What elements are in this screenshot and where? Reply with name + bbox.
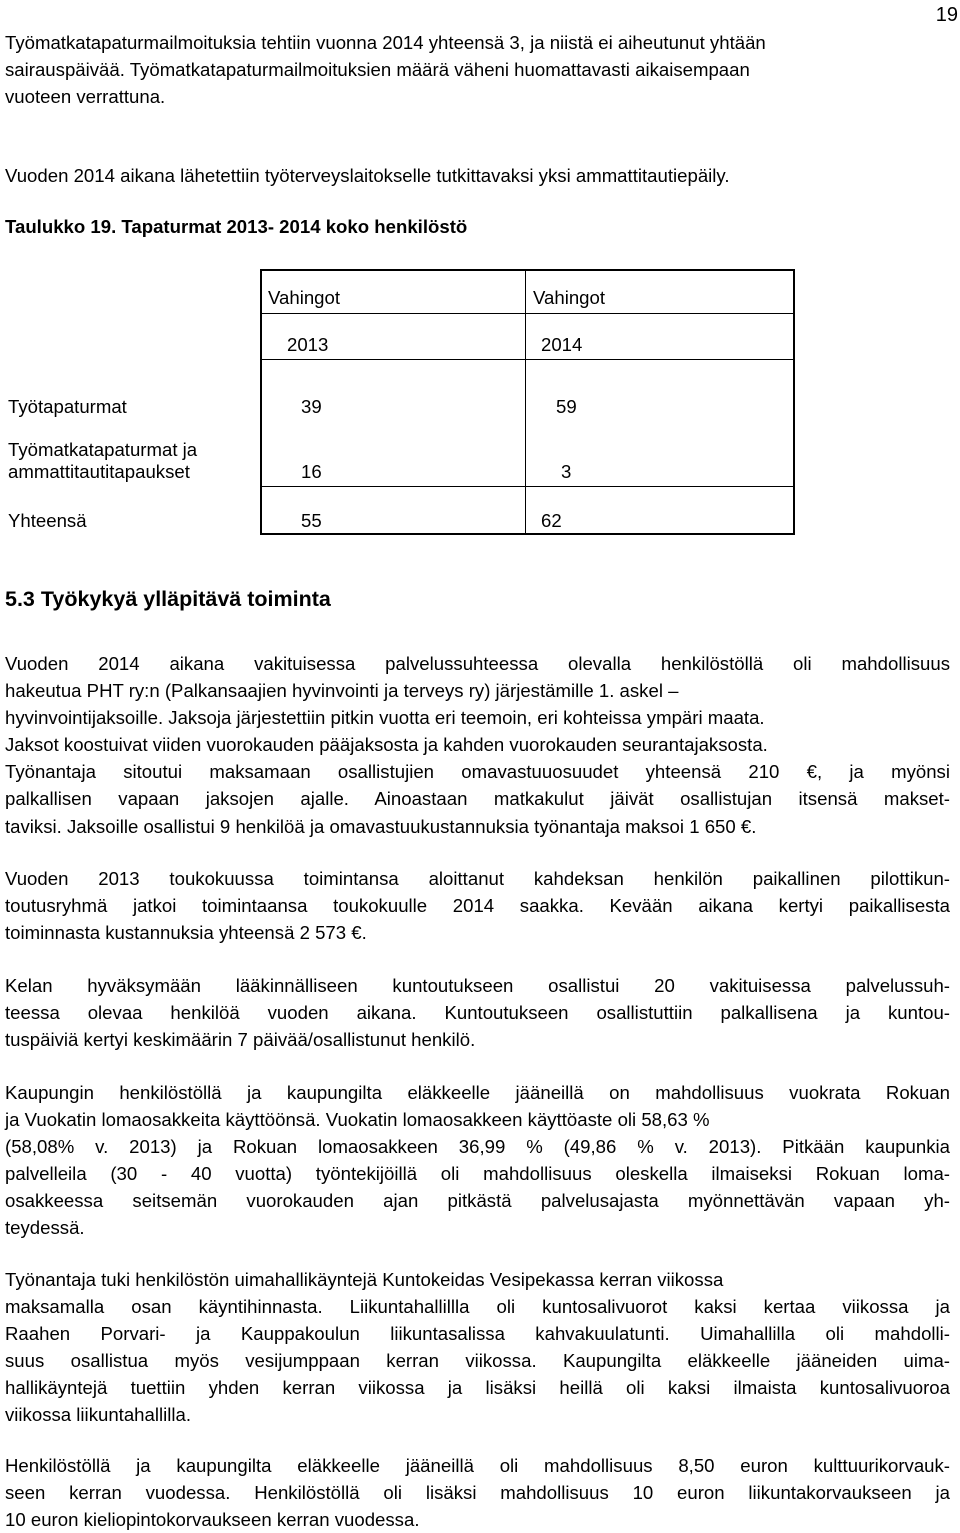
paragraph-culture-benefit (5, 1452, 950, 1533)
text-line: suus osallistua myös vesijumppaan kerran viikossa. Kaupungilta eläkkeelle jääneiden uima- (5, 1350, 950, 1372)
table-col-year: 2013 (287, 334, 329, 355)
text-line: vuoteen verrattuna. (5, 86, 166, 108)
text-line: Työmatkatapaturmailmoituksia tehtiin vuonna 2014 yhteensä 3, ja niistä ei aiheutunut yhtään (5, 32, 766, 53)
table-cell: 39 (301, 396, 322, 417)
table-border (525, 270, 526, 535)
text-line: Vuoden 2013 toukokuussa toimintansa aloittanut kahdeksan henkilön paikallinen pilottikun- (5, 868, 950, 889)
text-line: tuspäiviä kertyi keskimäärin 7 päivää/osallistunut henkilö. (5, 1029, 476, 1051)
text-line: Henkilöstöllä ja kaupungilta eläkkeelle jääneillä oli mahdollisuus 8,50 euron kulttuurikorvauk- (5, 1455, 950, 1476)
table-cell: 59 (556, 396, 577, 417)
text-line: hyvinvointijaksoille. Jaksoja järjestettiin pitkin vuotta eri teemoin, eri kohteissa ympäri maata. (5, 707, 765, 729)
text-line: Vuoden 2014 aikana lähetettiin työterveyslaitokselle tutkittavaksi yksi ammattitautiepäily. (5, 165, 730, 186)
table-col-header: Vahingot (533, 287, 606, 308)
paragraph-kela (5, 972, 950, 1053)
text-line: palvelleila (30 - 40 vuotta) työntekijöillä oli mahdollisuus oleskella ilmaiseksi Rokuan loma- (5, 1163, 950, 1185)
text-line: seen kerran vuodessa. Henkilöstöllä oli lisäksi mahdollisuus 10 euron liikuntakorvaukseen ja (5, 1482, 950, 1504)
table-caption: Taulukko 19. Tapaturmat 2013- 2014 koko henkilöstö (5, 216, 468, 237)
text-line: Kaupungin henkilöstöllä ja kaupungilta eläkkeelle jääneillä on mahdollisuus vuokrata Rokuan (5, 1082, 950, 1103)
text-line: viikossa liikuntahallilla. (5, 1404, 192, 1426)
table-row-label: Yhteensä (8, 510, 87, 531)
table-border (260, 533, 795, 535)
paragraph-holiday-shares (5, 1079, 950, 1242)
text-line: 10 euron kieliopintokorvaukseen kerran vuodessa. (5, 1509, 420, 1531)
text-line: taviksi. Jaksoille osallistui 9 henkilöä ja omavastuukustannuksia työnantaja maksoi 1 650 €. (5, 815, 757, 837)
table-col-header: Vahingot (268, 287, 341, 308)
text-line: palkallisen vapaan jaksojen ajalle. Ainoastaan matkakulut jäivät osallistujan itsensä makset- (5, 788, 950, 810)
text-line: osakkeessa seitsemän vuorokauden ajan pitkästä palvelusajasta myönnettävän vapaan yh- (5, 1190, 950, 1212)
table-row-label: Työtapaturmat (8, 396, 127, 417)
table-cell: 3 (561, 461, 572, 482)
text-line: Työnantaja tuki henkilöstön uimahallikäyntejä Kuntokeidas Vesipekassa kerran viikossa (5, 1269, 724, 1290)
text-line: Jaksot koostuivat viiden vuorokauden pääjaksosta ja kahden vuorokauden seurantajaksosta. (5, 734, 768, 756)
page-number: 19 (935, 4, 958, 26)
paragraph-swimming (5, 1266, 950, 1429)
intro-paragraph (5, 29, 950, 110)
table-cell: 55 (301, 510, 322, 531)
text-line: teydessä. (5, 1217, 85, 1239)
text-line: (58,08% v. 2013) ja Rokuan lomaosakkeen 36,99 % (49,86 % v. 2013). Pitkään kaupunkia (5, 1136, 950, 1158)
table-border (260, 270, 262, 535)
table-col-year: 2014 (541, 334, 583, 355)
text-line: hallikäyntejä tuettiin yhden kerran viikossa ja lisäksi heillä oli kaksi ilmaista kuntosalivuoroa (5, 1377, 950, 1399)
table-cell: 62 (541, 510, 562, 531)
text-line: Vuoden 2014 aikana vakituisessa palvelussuhteessa olevalla henkilöstöllä oli mahdollisuus (5, 653, 950, 674)
table-cell: 16 (301, 461, 322, 482)
paragraph-pilot-group (5, 865, 950, 946)
text-line: sairauspäivää. Työmatkatapaturmailmoituksien määrä väheni huomattavasti aikaisempaan (5, 59, 750, 81)
text-line: Kelan hyväksymään lääkinnälliseen kuntoutukseen osallistui 20 vakituisessa palvelussuh- (5, 975, 950, 996)
paragraph-pht (5, 650, 950, 840)
text-line: hakeutua PHT ry:n (Palkansaajien hyvinvointi ja terveys ry) järjestämille 1. askel – (5, 680, 679, 702)
text-line: toutusryhmä jatkoi toimintaansa toukokuulle 2014 saakka. Kevään aikana kertyi paikallisesta (5, 895, 950, 917)
text-line: Raahen Porvari- ja Kauppakoulun liikuntasalissa kahvakuulatunti. Uimahallilla oli mahdolli- (5, 1323, 950, 1345)
table-row-label: Työmatkatapaturmat ja (8, 439, 198, 460)
text-line: Työnantaja sitoutui maksamaan osallistujien omavastuuosuudet yhteensä 210 €, ja myönsi (5, 761, 950, 783)
table-border (260, 269, 795, 271)
table-border (260, 313, 795, 314)
table-border (260, 486, 795, 487)
text-line: toiminnasta kustannuksia yhteensä 2 573 €. (5, 922, 367, 944)
table-row-label: ammattitautitapaukset (8, 461, 190, 482)
referral-paragraph (5, 162, 950, 189)
text-line: ja Vuokatin lomaosakkeita käyttöönsä. Vuokatin lomaosakkeen käyttöaste oli 58,63 % (5, 1109, 710, 1131)
text-line: maksamalla osan käyntihinnasta. Liikuntahallillla oli kuntosalivuorot kaksi kertaa viikossa ja (5, 1296, 950, 1318)
section-heading: 5.3 Työkykyä ylläpitävä toiminta (5, 587, 331, 611)
text-line: teessa olevaa henkilöä vuoden aikana. Kuntoutukseen osallistuttiin palkallisena ja kuntou- (5, 1002, 950, 1024)
table-border (793, 270, 795, 535)
table-border (260, 359, 795, 360)
